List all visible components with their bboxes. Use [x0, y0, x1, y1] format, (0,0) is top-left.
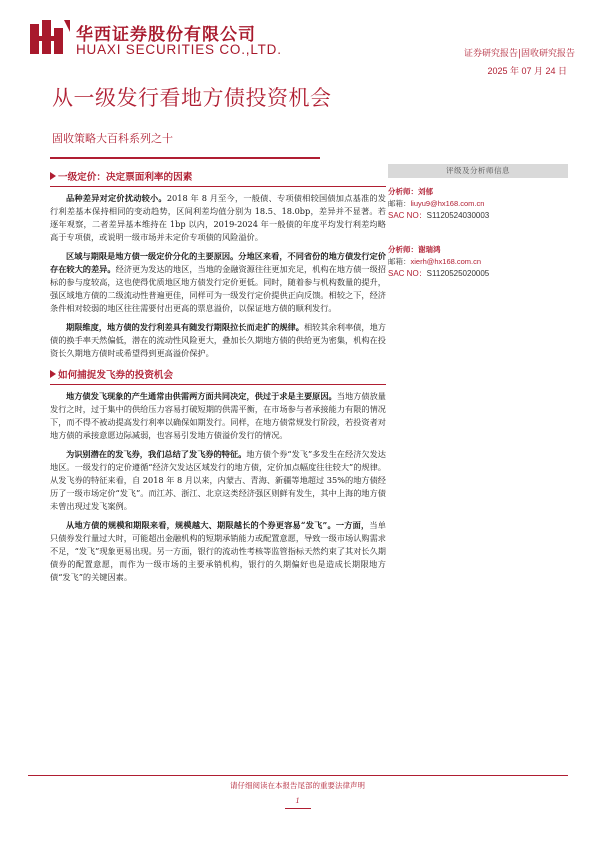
footer-divider [28, 775, 568, 776]
report-date: 2025 年 07 月 24 日 [487, 66, 567, 76]
section-heading-opportunity: 如何捕捉发飞券的投资机会 [50, 366, 386, 382]
paragraph: 从地方债的规模和期限来看，规模越大、期限越长的个券更容易“发飞”。一方面，当单只债券发行量过大时，可能超出金融机构的短期承销能力或配置意愿，导致一级市场认购需求不足，“发飞”现象更易出现。另一方面，银行的流动性考核等监管指标天然约束了其对长久期债券的配置意愿，而作为一级市场的主要承销机构，银行的久期偏好也是造成长期限地方债“发飞”的关键因素。 [50, 520, 386, 582]
report-title: 从一级发行看地方债投资机会 [52, 86, 332, 110]
paragraph: 为识别潜在的发飞券，我们总结了发飞券的特征。地方债个券“发飞”多发生在经济欠发达地区。一级发行的定价遵循“经济欠发达区域发行的地方债，定价加点幅度往往较大”的规律。从发飞券的特征来看，自 2018 年 8 月以来，内蒙古、青海、新疆等地超过 35%的地方债经历了一级市场定价“发飞”。而江苏、浙江、北京这类经济强区则鲜有发生，其中上海的地方债未曾出现过发飞案例。 [50, 449, 386, 511]
legal-disclaimer: 请仔细阅读在本报告尾部的重要法律声明 [230, 781, 365, 790]
analyst-card [388, 186, 568, 222]
paragraph: 期限维度，地方债的发行利差具有随发行期限拉长而走扩的规律。相较其余利率债，地方债的换手率天然偏低，潜在的流动性风险更大，叠加长久期地方债的供给更为密集，机构在投资长久期地方债时或希望得到更高溢价保护。 [50, 322, 386, 358]
analyst-name: 分析师：谢瑞鸿 [388, 245, 441, 254]
company-name-en: HUAXI SECURITIES CO.,LTD. [76, 42, 282, 57]
company-name-cn: 华西证券股份有限公司 [76, 25, 256, 45]
subtitle-divider [50, 157, 320, 159]
paragraph: 品种差异对定价扰动较小。2018 年 8 月至今，一般债、专项债相较国债加点基准的发行利差基本保持相同的变动趋势，区间利差均值分别为 18.5、18.0bp，差异并不显著。若逐年观察，二者差异基本维持在 1bp 以内，2019-2024 年一般债的年度平均发行利差均略高于专项债，或说明一级市场并未定价专项债的风险溢价。 [50, 193, 386, 242]
section-divider [50, 186, 386, 187]
report-type: 证券研究报告|固收研究报告 [463, 49, 575, 59]
analyst-sac: SAC NO：S1120524030003 [388, 211, 490, 220]
analyst-name: 分析师：刘郁 [388, 187, 433, 196]
huaxi-logo-icon [28, 18, 70, 56]
report-subtitle: 固收策略大百科系列之十 [52, 132, 173, 145]
analyst-sac: SAC NO：S1120525020005 [388, 269, 490, 278]
paragraph: 地方债发飞现象的产生通常由供需两方面共同决定，供过于求是主要原因。当地方债放量发行之时，过于集中的供给压力容易打破短期的供需平衡，在市场参与者承接能力有限的情况下，而不得不被动提高发行利率以确保如期发行。同样，在地方债常规发行阶段，若投资者对地方债的承接意愿边际减弱，也容易引发地方债溢价发行的情况。 [50, 391, 386, 440]
analyst-email: 邮箱：xierh@hx168.com.cn [388, 257, 482, 266]
page-header [28, 16, 578, 66]
paragraph: 区域与期限是地方债一级定价分化的主要原因。分地区来看，不同省份的地方债发行定价存在较大的差异。经济更为发达的地区，当地的金融资源往往更加充足，机构在地方债一级招标的参与度较高，这也使得优质地区地方债发行定价更低。同时，随着参与机构数量的提升，强区域地方债的二级流动性普遍更佳，同样可为一级发行定价提供正向反馈。相较之下，经济条件相对较弱的地区往往需要付出更高的票息溢价，以保证地方债的顺利发行。 [50, 251, 386, 313]
main-content [50, 164, 386, 590]
page-number: 1 [295, 796, 300, 805]
analyst-sidebar [388, 164, 568, 280]
analyst-card [388, 244, 568, 280]
section-heading-pricing: 一级定价：决定票面利率的因素 [50, 168, 386, 184]
triangle-bullet-icon [50, 370, 56, 378]
analyst-email: 邮箱：liuyu9@hx168.com.cn [388, 199, 485, 208]
sidebar-heading: 评级及分析师信息 [388, 164, 568, 178]
triangle-bullet-icon [50, 172, 56, 180]
section-divider [50, 384, 386, 385]
page-number-underline [285, 808, 311, 809]
